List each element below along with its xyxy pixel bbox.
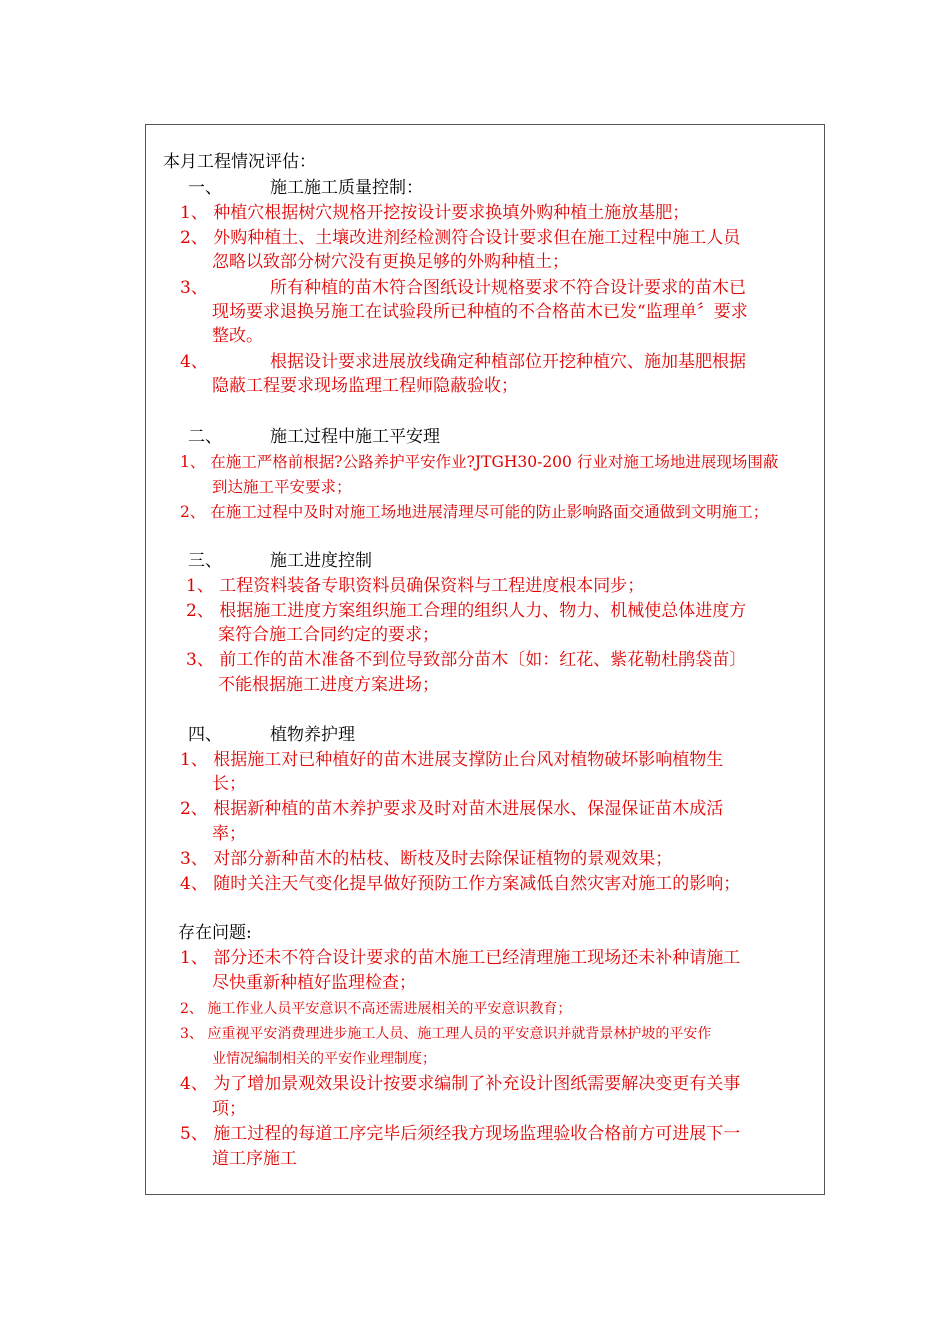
section-3-title: 施工进度控制 [270,551,372,571]
s1-item4-line2: 隐蔽工程要求现场监理工程师隐蔽验收； [212,376,518,396]
s2-item1-line2: 到达施工平安要求； [212,478,352,496]
s1-item4-number: 4、 [180,352,208,372]
section-1-number: 一、 [188,178,222,198]
s4-item2-line2: 率； [212,824,246,844]
s1-item3-line1: 所有种植的苗木符合图纸设计规格要求不符合设计要求的苗木已 [270,278,746,298]
section-2-number: 二、 [188,427,222,447]
s1-item2-line2: 忽略以致部分树穴没有更换足够的外购种植土； [212,252,569,272]
issue1-line2: 尽快重新种植好监理检查； [212,973,416,993]
s2-item2-line1: 2、 在施工过程中及时对施工场地进展清理尽可能的防止影响路面交通做到文明施工； [180,503,769,521]
s4-item1-line1: 1、 根据施工对已种植好的苗木进展支撑防止台风对植物破坏影响植物生 [180,750,724,770]
s1-item3-line2: 现场要求退换另施工在试验段所已种植的不合格苗木已发“监理单〞要求 [212,302,748,322]
section-2-title: 施工过程中施工平安理 [270,427,440,447]
issue4-line1: 4、 为了增加景观效果设计按要求编制了补充设计图纸需要解决变更有关事 [180,1074,741,1094]
report-heading: 本月工程情况评估： [163,152,316,172]
issue2-line1: 2、 施工作业人员平安意识不高还需进展相关的平安意识教育； [180,1001,572,1017]
section-4-title: 植物养护理 [270,725,355,745]
section-4-number: 四、 [188,725,222,745]
s4-item1-line2: 长； [212,774,246,794]
issues-title: 存在问题: [178,923,252,943]
s2-item1-line1: 1、 在施工严格前根据?公路养护平安作业?JTGH30-200 行业对施工场地进展现场围蔽 [180,453,779,471]
issue3-line2: 业情况编制相关的平安作业理制度； [212,1051,436,1067]
s3-item2-line2: 案符合施工合同约定的要求； [218,625,439,645]
issue1-line1: 1、 部分还未不符合设计要求的苗木施工已经清理施工现场还未补种请施工 [180,948,741,968]
issue4-line2: 项； [212,1099,246,1119]
issue3-line1: 3、 应重视平安消费理进步施工人员、施工理人员的平安意识并就背景林护坡的平安作 [180,1026,712,1042]
s3-item3-line1: 3、 前工作的苗木准备不到位导致部分苗木〔如：红花、紫花勒杜鹃袋苗〕 [186,650,747,670]
issue5-line1: 5、 施工过程的每道工序完毕后须经我方现场监理验收合格前方可进展下一 [180,1124,741,1144]
s3-item1-line1: 1、 工程资料装备专职资料员确保资料与工程进度根本同步； [186,576,645,596]
s4-item4-line1: 4、 随时关注天气变化提早做好预防工作方案减低自然灾害对施工的影响； [180,874,741,894]
s1-item3-number: 3、 [180,278,208,298]
s1-item4-line1: 根据设计要求进展放线确定种植部位开挖种植穴、施加基肥根据 [270,352,746,372]
s1-item2-line1: 2、 外购种植土、土壤改进剂经检测符合设计要求但在施工过程中施工人员 [180,228,741,248]
s3-item2-line1: 2、 根据施工进度方案组织施工合理的组织人力、物力、机械使总体进度方 [186,601,747,621]
section-1-title: 施工施工质量控制： [270,178,423,198]
s1-item1-line1: 1、 种植穴根据树穴规格开挖按设计要求换填外购种植土施放基肥； [180,203,690,223]
s4-item3-line1: 3、 对部分新种苗木的枯枝、断枝及时去除保证植物的景观效果； [180,849,673,869]
s1-item3-line3: 整改。 [212,326,263,346]
s3-item3-line2: 不能根据施工进度方案进场； [218,675,439,695]
s4-item2-line1: 2、 根据新种植的苗木养护要求及时对苗木进展保水、保湿保证苗木成活 [180,799,724,819]
section-3-number: 三、 [188,551,222,571]
issue5-line2: 道工序施工 [212,1149,297,1169]
